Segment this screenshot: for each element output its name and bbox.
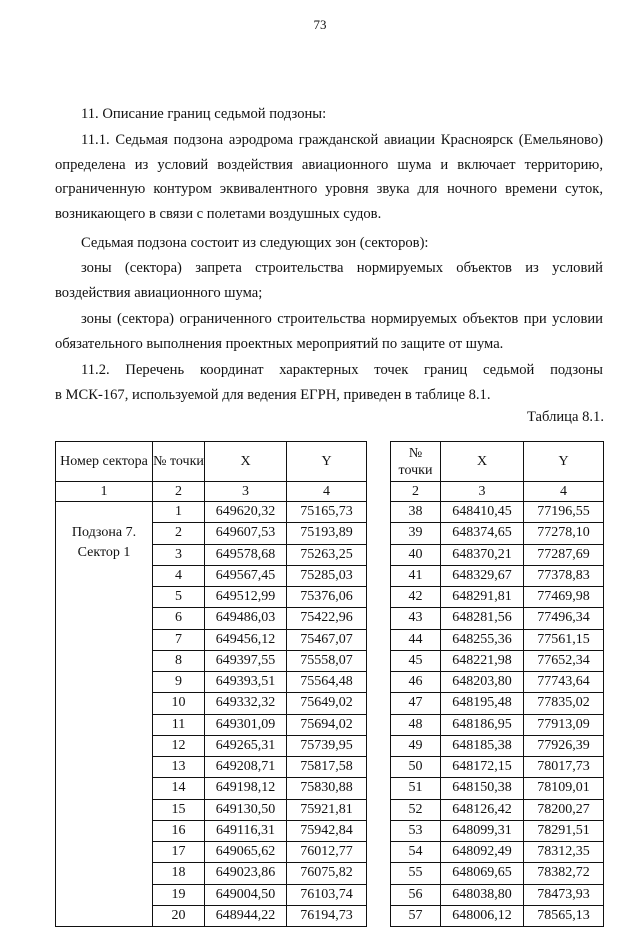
paragraph-line: обязательного выполнения проектных мероприятий по защите от шума. [55, 335, 504, 352]
point-number-cell: 43 [391, 608, 441, 629]
table-row [391, 693, 604, 714]
table-row [391, 820, 604, 841]
point-number-cell: 18 [153, 863, 205, 884]
y-coordinate-cell: 77913,09 [524, 714, 604, 735]
point-number-cell: 54 [391, 842, 441, 863]
y-coordinate-cell: 75376,06 [287, 587, 367, 608]
point-number-cell: 14 [153, 778, 205, 799]
x-coordinate-cell: 648370,21 [441, 544, 524, 565]
header-sector: Номер сектора [56, 442, 153, 482]
table-body-right [391, 502, 604, 927]
point-number-cell: 4 [153, 565, 205, 586]
point-number-cell: 38 [391, 502, 441, 523]
x-coordinate-cell: 648203,80 [441, 672, 524, 693]
point-number-cell: 5 [153, 587, 205, 608]
coordinates-table-right [390, 441, 604, 927]
x-coordinate-cell: 649265,31 [205, 735, 287, 756]
point-number-cell: 40 [391, 544, 441, 565]
point-number-cell: 1 [153, 502, 205, 523]
point-number-cell: 55 [391, 863, 441, 884]
point-number-cell: 56 [391, 884, 441, 905]
column-number: 1 [56, 482, 153, 502]
x-coordinate-cell: 648150,38 [441, 778, 524, 799]
column-number: 2 [391, 482, 441, 502]
column-number: 3 [205, 482, 287, 502]
header-y: Y [287, 442, 367, 482]
table-row [391, 608, 604, 629]
paragraph-line: зоны (сектора) ограниченного строительства нормируемых объектов при условии [81, 311, 603, 327]
y-coordinate-cell: 76194,73 [287, 905, 367, 926]
point-number-cell: 45 [391, 650, 441, 671]
y-coordinate-cell: 75285,03 [287, 565, 367, 586]
point-number-cell: 6 [153, 608, 205, 629]
x-coordinate-cell: 648038,80 [441, 884, 524, 905]
header-y: Y [524, 442, 604, 482]
y-coordinate-cell: 78473,93 [524, 884, 604, 905]
y-coordinate-cell: 75739,95 [287, 735, 367, 756]
point-number-cell: 12 [153, 735, 205, 756]
header-x: X [441, 442, 524, 482]
table-row [391, 565, 604, 586]
table-row [391, 884, 604, 905]
x-coordinate-cell: 649332,32 [205, 693, 287, 714]
x-coordinate-cell: 648374,65 [441, 523, 524, 544]
table-row [391, 863, 604, 884]
paragraph-zone-1 [55, 256, 603, 305]
point-number-cell: 39 [391, 523, 441, 544]
paragraph-line: воздействия авиационного шума; [55, 284, 263, 301]
y-coordinate-cell: 75193,89 [287, 523, 367, 544]
y-coordinate-cell: 77496,34 [524, 608, 604, 629]
x-coordinate-cell: 649116,31 [205, 820, 287, 841]
y-coordinate-cell: 77835,02 [524, 693, 604, 714]
x-coordinate-cell: 649486,03 [205, 608, 287, 629]
point-number-cell: 50 [391, 757, 441, 778]
y-coordinate-cell: 78565,13 [524, 905, 604, 926]
y-coordinate-cell: 77926,39 [524, 735, 604, 756]
y-coordinate-cell: 75467,07 [287, 629, 367, 650]
paragraph-line: определена из условий воздействия авиационного шума и включает территорию, [55, 156, 603, 173]
paragraph-zone-2 [55, 307, 603, 356]
point-number-cell: 53 [391, 820, 441, 841]
y-coordinate-cell: 76012,77 [287, 842, 367, 863]
point-number-cell: 51 [391, 778, 441, 799]
paragraph-line: 11.2. Перечень координат характерных точек границ седьмой подзоны [81, 362, 603, 378]
table-row [391, 778, 604, 799]
y-coordinate-cell: 77469,98 [524, 587, 604, 608]
table-row [391, 757, 604, 778]
sector-label: Подзона 7. Сектор 1 [56, 502, 153, 927]
table-row [391, 544, 604, 565]
paragraph-line: в МСК-167, используемой для ведения ЕГРН, приведен в таблице 8.1. [55, 386, 491, 403]
point-number-cell: 41 [391, 565, 441, 586]
point-number-cell: 57 [391, 905, 441, 926]
column-number: 4 [287, 482, 367, 502]
coordinates-table-left [55, 441, 367, 927]
point-number-cell: 2 [153, 523, 205, 544]
x-coordinate-cell: 649567,45 [205, 565, 287, 586]
header-point: № точки [391, 442, 441, 482]
column-number: 4 [524, 482, 604, 502]
point-number-cell: 7 [153, 629, 205, 650]
x-coordinate-cell: 649607,53 [205, 523, 287, 544]
y-coordinate-cell: 77287,69 [524, 544, 604, 565]
table-row [391, 650, 604, 671]
section-heading: 11. Описание границ седьмой подзоны: [81, 106, 327, 122]
y-coordinate-cell: 77278,10 [524, 523, 604, 544]
paragraph-line: ограниченную контуром эквивалентного уровня звука для ночного времени суток, [55, 181, 603, 197]
table-row [391, 799, 604, 820]
x-coordinate-cell: 648291,81 [441, 587, 524, 608]
point-number-cell: 3 [153, 544, 205, 565]
point-number-cell: 17 [153, 842, 205, 863]
point-number-cell: 49 [391, 735, 441, 756]
point-number-cell: 19 [153, 884, 205, 905]
y-coordinate-cell: 78382,72 [524, 863, 604, 884]
table-body-left [56, 502, 367, 927]
y-coordinate-cell: 77652,34 [524, 650, 604, 671]
x-coordinate-cell: 649397,55 [205, 650, 287, 671]
x-coordinate-cell: 649578,68 [205, 544, 287, 565]
y-coordinate-cell: 77561,15 [524, 629, 604, 650]
x-coordinate-cell: 648329,67 [441, 565, 524, 586]
y-coordinate-cell: 75165,73 [287, 502, 367, 523]
table-caption: Таблица 8.1. [526, 409, 604, 425]
paragraph-zones-intro: Седьмая подзона состоит из следующих зон (секторов): [81, 235, 429, 251]
y-coordinate-cell: 75817,58 [287, 757, 367, 778]
point-number-cell: 10 [153, 693, 205, 714]
x-coordinate-cell: 649004,50 [205, 884, 287, 905]
x-coordinate-cell: 648185,38 [441, 735, 524, 756]
header-x: X [205, 442, 287, 482]
point-number-cell: 11 [153, 714, 205, 735]
x-coordinate-cell: 648126,42 [441, 799, 524, 820]
x-coordinate-cell: 649456,12 [205, 629, 287, 650]
paragraph-line: зоны (сектора) запрета строительства нормируемых объектов из условий [81, 260, 603, 276]
x-coordinate-cell: 648099,31 [441, 820, 524, 841]
point-number-cell: 15 [153, 799, 205, 820]
x-coordinate-cell: 649301,09 [205, 714, 287, 735]
x-coordinate-cell: 648255,36 [441, 629, 524, 650]
table-row [391, 587, 604, 608]
x-coordinate-cell: 649208,71 [205, 757, 287, 778]
column-number: 3 [441, 482, 524, 502]
y-coordinate-cell: 78200,27 [524, 799, 604, 820]
x-coordinate-cell: 648006,12 [441, 905, 524, 926]
y-coordinate-cell: 75422,96 [287, 608, 367, 629]
point-number-cell: 46 [391, 672, 441, 693]
table-row [391, 842, 604, 863]
y-coordinate-cell: 75921,81 [287, 799, 367, 820]
x-coordinate-cell: 649198,12 [205, 778, 287, 799]
table-row [391, 502, 604, 523]
x-coordinate-cell: 649130,50 [205, 799, 287, 820]
x-coordinate-cell: 648186,95 [441, 714, 524, 735]
y-coordinate-cell: 77743,64 [524, 672, 604, 693]
table-row [391, 905, 604, 926]
point-number-cell: 20 [153, 905, 205, 926]
x-coordinate-cell: 648092,49 [441, 842, 524, 863]
y-coordinate-cell: 75649,02 [287, 693, 367, 714]
y-coordinate-cell: 78291,51 [524, 820, 604, 841]
x-coordinate-cell: 648221,98 [441, 650, 524, 671]
point-number-cell: 47 [391, 693, 441, 714]
y-coordinate-cell: 78017,73 [524, 757, 604, 778]
table-row [391, 672, 604, 693]
x-coordinate-cell: 649620,32 [205, 502, 287, 523]
point-number-cell: 42 [391, 587, 441, 608]
y-coordinate-cell: 75564,48 [287, 672, 367, 693]
page-number: 73 [313, 17, 327, 32]
y-coordinate-cell: 75942,84 [287, 820, 367, 841]
paragraph-line: возникающего в связи с полетами воздушных судов. [55, 205, 382, 222]
point-number-cell: 13 [153, 757, 205, 778]
point-number-cell: 52 [391, 799, 441, 820]
x-coordinate-cell: 648410,45 [441, 502, 524, 523]
point-number-cell: 16 [153, 820, 205, 841]
y-coordinate-cell: 75263,25 [287, 544, 367, 565]
y-coordinate-cell: 75558,07 [287, 650, 367, 671]
x-coordinate-cell: 649065,62 [205, 842, 287, 863]
paragraph-11-2 [55, 358, 603, 407]
x-coordinate-cell: 649023,86 [205, 863, 287, 884]
y-coordinate-cell: 78109,01 [524, 778, 604, 799]
y-coordinate-cell: 78312,35 [524, 842, 604, 863]
table-row [391, 629, 604, 650]
y-coordinate-cell: 75830,88 [287, 778, 367, 799]
x-coordinate-cell: 649512,99 [205, 587, 287, 608]
x-coordinate-cell: 648281,56 [441, 608, 524, 629]
x-coordinate-cell: 648069,65 [441, 863, 524, 884]
table-row [56, 502, 367, 523]
y-coordinate-cell: 76075,82 [287, 863, 367, 884]
table-row [391, 735, 604, 756]
point-number-cell: 48 [391, 714, 441, 735]
x-coordinate-cell: 648944,22 [205, 905, 287, 926]
point-number-cell: 9 [153, 672, 205, 693]
point-number-cell: 8 [153, 650, 205, 671]
paragraph-11-1 [55, 128, 603, 226]
y-coordinate-cell: 77196,55 [524, 502, 604, 523]
x-coordinate-cell: 648172,15 [441, 757, 524, 778]
x-coordinate-cell: 648195,48 [441, 693, 524, 714]
point-number-cell: 44 [391, 629, 441, 650]
header-point: № точки [153, 442, 205, 482]
table-row [391, 714, 604, 735]
paragraph-line: 11.1. Седьмая подзона аэродрома гражданской авиации Красноярск (Емельяново) [81, 132, 603, 148]
table-row [391, 523, 604, 544]
y-coordinate-cell: 75694,02 [287, 714, 367, 735]
y-coordinate-cell: 77378,83 [524, 565, 604, 586]
y-coordinate-cell: 76103,74 [287, 884, 367, 905]
x-coordinate-cell: 649393,51 [205, 672, 287, 693]
column-number: 2 [153, 482, 205, 502]
